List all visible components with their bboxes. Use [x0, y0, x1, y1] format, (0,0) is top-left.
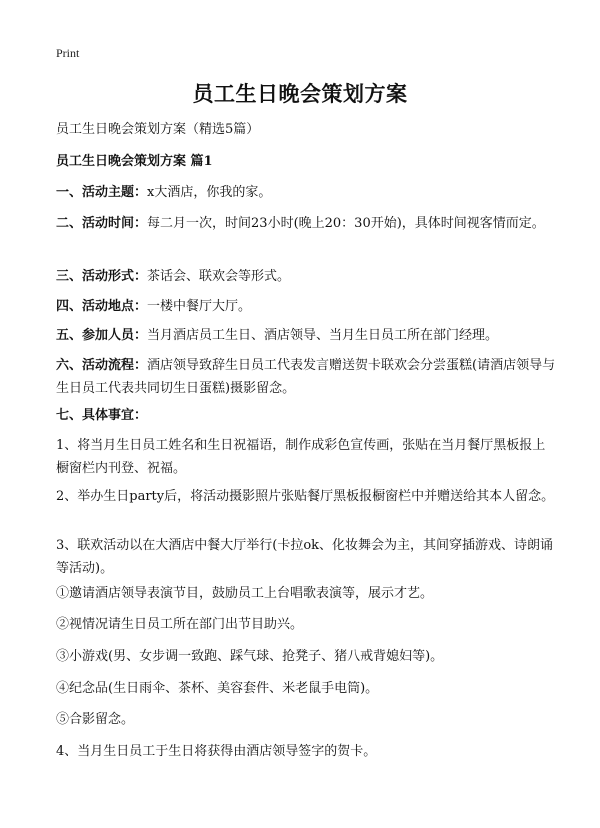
- item-time: 二、活动时间：每二月一次，时间23小时(晚上20：30开始)，具体时间视客情而定。: [56, 216, 545, 231]
- item-text: 酒店领导致辞生日员工代表发言赠送贺卡联欢会分尝蛋糕(请酒店领导与生日员工代表共同切生日蛋糕)摄影留念。: [56, 358, 556, 396]
- item-format: 三、活动形式：茶话会、联欢会等形式。: [56, 269, 291, 284]
- item-theme: 一、活动主题：x大酒店，你我的家。: [56, 185, 272, 200]
- detail-item: 1、将当月生日员工姓名和生日祝福语，制作成彩色宣传画，张贴在当月餐厅黑板报上橱窗栏内刊登、祝福。: [56, 438, 546, 476]
- item-process: 六、活动流程：酒店领导致辞生日员工代表发言赠送贺卡联欢会分尝蛋糕(请酒店领导与生日员工代表共同切生日蛋糕)摄影留念。: [56, 358, 556, 396]
- item-label: 二、活动时间: [56, 216, 135, 231]
- detail-item: ⑤合影留念。: [56, 712, 135, 727]
- detail-item: ①邀请酒店领导表演节目，鼓励员工上台唱歌表演等，展示才艺。: [56, 586, 434, 601]
- detail-item: ④纪念品(生日雨伞、茶杯、美容套件、米老鼠手电筒)。: [56, 681, 379, 696]
- item-attendees: 五、参加人员：当月酒店员工生日、酒店领导、当月生日员工所在部门经理。: [56, 328, 499, 343]
- detail-item: ③小游戏(男、女步调一致跑、踩气球、抢凳子、猪八戒背媳妇等)。: [56, 649, 444, 664]
- page-title: 员工生日晚会策划方案: [192, 82, 408, 106]
- item-text: 茶话会、联欢会等形式。: [147, 269, 291, 284]
- detail-item: ②视情况请生日员工所在部门出节目助兴。: [56, 617, 304, 632]
- detail-item: 2、举办生日party后，将活动摄影照片张贴餐厅黑板报橱窗栏中并赠送给其本人留念。: [56, 489, 555, 504]
- section-heading: 员工生日晚会策划方案 篇1: [56, 154, 213, 169]
- item-label: 四、活动地点: [56, 299, 135, 314]
- detail-item: 4、当月生日员工于生日将获得由酒店领导签字的贺卡。: [56, 744, 377, 759]
- item-text: 每二月一次，时间23小时(晚上20：30开始)，具体时间视客情而定。: [147, 216, 545, 231]
- item-label: 一、活动主题: [56, 185, 135, 200]
- detail-item: 3、联欢活动以在大酒店中餐大厅举行(卡拉ok、化妆舞会为主，其间穿插游戏、诗朗诵等活动)。: [56, 538, 554, 576]
- print-label: Print: [56, 46, 80, 60]
- item-label: 六、活动流程: [56, 358, 135, 373]
- item-label: 三、活动形式: [56, 269, 135, 284]
- item-text: 一楼中餐厅大厅。: [147, 299, 252, 314]
- details-heading: 七、具体事宜：: [56, 408, 148, 423]
- document-subtitle: 员工生日晚会策划方案（精选5篇）: [56, 122, 260, 137]
- item-label: 五、参加人员: [56, 328, 135, 343]
- item-text: x大酒店，你我的家。: [147, 185, 272, 200]
- item-text: 当月酒店员工生日、酒店领导、当月生日员工所在部门经理。: [147, 328, 499, 343]
- item-location: 四、活动地点：一楼中餐厅大厅。: [56, 299, 252, 314]
